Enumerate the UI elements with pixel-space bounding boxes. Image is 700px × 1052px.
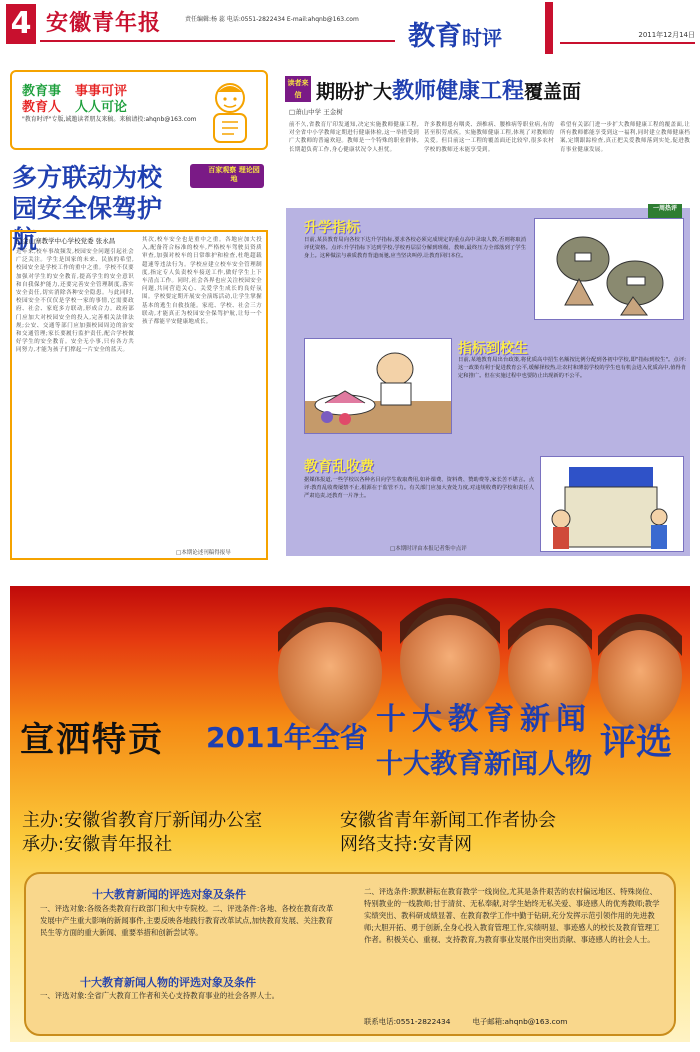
- commentary-text-3: 据媒体报道,一些学校以各种名目向学生收取费用,如补课费、资料费、赞助费等,家长苦不堪言。点评:教育乱收费屡禁不止,根源在于监管不力。有关部门应加大查处力度,对违规收费的学校和责任人严肃追责,还教育一片净土。: [304, 477, 534, 499]
- left-article-byline: □金山寨教学中心学校党委 张永昌: [16, 237, 116, 245]
- cartoon-chef-cake-icon: [304, 338, 452, 434]
- headline-part: 教师健康工程: [392, 79, 525, 104]
- left-article-column-2: 其次,校车安全也是重中之重。各地应加大投入,配备符合标准的校车,严格校车驾驶员资质审查,加强对校车的日常维护和检查,杜绝超载超速等违法行为。学校应建立校车安全管理制度,指定专人负责校车接送工作,做好学生上下车清点工作。同时,社会各界也应关注校园安全问题,共同营造关心、关爱学生成长的良好氛围。学校要定期开展安全演练活动,让学生掌握基本的逃生自救技能。家庭、学校、社会三方联动,才能真正为校园安全保驾护航,让每一个孩子都能平安健康地成长。: [142, 237, 262, 326]
- section-title-main: 教育: [408, 21, 462, 52]
- headline-part: 期盼扩大: [316, 81, 393, 103]
- rules-news-title: 十大教育新闻的评选对象及条件: [92, 888, 246, 901]
- submission-note: "教育时评"专版,诚邀读者朋友来稿。来稿请投:ahqnb@163.com: [22, 116, 197, 123]
- organizer-network-support: 网络支持:安青网: [340, 834, 473, 855]
- feature-badge: 读者来信: [285, 76, 311, 102]
- organizer-undertaker: 承办:安徽青年报社: [22, 834, 173, 855]
- commentary-title-2: 指标到校生: [458, 341, 528, 357]
- weekly-tag: 一周热评: [648, 204, 682, 224]
- issue-date: 2011年12月14日: [638, 31, 695, 39]
- left-article-headline: 多方联动为校园安全保驾护航: [12, 163, 163, 254]
- section-title: [408, 14, 538, 54]
- commentary-title-3: 教育乱收费: [304, 459, 374, 475]
- section-title-sub: 时评: [462, 26, 502, 50]
- contact-info: [364, 1016, 664, 1027]
- banner-title-selection: 评选: [600, 722, 673, 763]
- feature-headline: [316, 74, 686, 105]
- commentary-title-1: 升学指标: [304, 220, 360, 236]
- slogan-text: 事事可评: [75, 84, 128, 99]
- mascot-illustration-icon: [200, 78, 260, 146]
- slogan-text: 人人可论: [75, 100, 128, 115]
- feature-column-2: 许多教师患有咽炎、颈椎病、腰椎病等职业病,有的甚至积劳成疾。实施教师健康工程,体现了对教师的关爱。但目前这一工程的覆盖面还比较窄,很多农村学校的教师还未能享受到。: [424, 122, 554, 153]
- header-divider-right: [560, 42, 695, 44]
- column-badge-label: 百家观察 理论园地: [208, 166, 260, 183]
- contact-phone: 联系电话:0551-2822434: [364, 1017, 451, 1026]
- feature-byline: □萧山中学 王金树: [289, 108, 343, 116]
- banner-year: 2011年全省: [206, 721, 368, 754]
- slogan-line-2: [22, 96, 127, 115]
- rules-people-conditions: 二、评选条件:默默耕耘在教育教学一线岗位,尤其是条件艰苦的农村偏远地区、特殊岗位、特别教业的一线教师;甘于清贫、无私奉献,对学生始终无私关爱、事迹感人的优秀教师;教学实绩突出、教科研成绩显著、在教育教学工作中勤于钻研,充分发挥示范引领作用的先进教师;大胆开拓、勇于创新,全身心投入教育管理工作,实绩明显、事迹感人的校长及教育管理工作者。积极关心、重视、支持教育,为教育事业发展作出突出贡献、事迹感人的社会人士。: [364, 887, 660, 944]
- page-number: 4: [6, 4, 36, 44]
- banner-slogan: 宣洒特贡: [20, 720, 164, 760]
- commentary-text-2: 日前,某地教育局出台政策,将优质高中招生名额按比例分配到各初中学校,即"指标到校生"。点评:这一政策有利于促进教育公平,缓解择校热,让农村和薄弱学校的学生也有机会进入优质高中,值得肯定和推广。但在实施过程中也要防止出现新的不公平。: [458, 357, 686, 379]
- rules-news-text: 一、评选对象:各级各类教育行政部门和大中专院校。二、评选条件:各地、各校在教育改革发展中产生重大影响的新闻事件,主要反映各地践行教育改革试点,加快教育发展、关注教育民生等方面的重大新闻、重要举措和创新尝试等。: [40, 904, 334, 937]
- masthead-logo: 安徽青年报: [46, 10, 162, 36]
- organizer-co-host: 安徽省青年新闻工作者协会: [340, 810, 556, 831]
- rules-people-text: 一、评选对象:全省广大教育工作者和关心支持教育事业的社会各界人士。: [40, 991, 279, 1000]
- banner-title-people: 十大教育新闻人物: [376, 749, 592, 780]
- header-accent-bar: [545, 2, 553, 54]
- slogan-text: 教育人: [22, 100, 62, 115]
- editor-contact-line: 责任编辑:杨 蕊 电话:0551-2822434 E-mail:ahqnb@163.com: [185, 16, 359, 23]
- rules-people-title: 十大教育新闻人物的评选对象及条件: [80, 976, 256, 989]
- contact-email: 电子邮箱:ahqnb@163.com: [472, 1017, 568, 1026]
- header-divider: [40, 40, 395, 42]
- banner-title-news: 十大教育新闻: [376, 702, 592, 737]
- feature-column-3: 希望有关部门进一步扩大教师健康工程的覆盖面,让所有教师都能享受到这一福利,同时建立教师健康档案,定期跟踪检查,真正把关爱教师落到实处,促进教育事业健康发展。: [560, 122, 690, 153]
- feature-column-1: 前不久,省教育厅印发通知,决定实施教师健康工程,对全省中小学教师定期进行健康体检,这一举措受到广大教师的普遍欢迎。教师是一个特殊的职业群体,长期超负荷工作,身心健康状况令人担忧。: [289, 122, 419, 153]
- organizer-host: 主办:安徽省教育厅新闻办公室: [22, 810, 263, 831]
- feature-credit: □本期时评由本报记者集中点评: [390, 546, 467, 552]
- left-article-credit: □本期论述刊稿得报导: [176, 550, 231, 556]
- cartoon-moneybags-icon: [534, 218, 684, 320]
- left-article-column-1: 近年来,校车事故频发,校园安全问题引起社会广泛关注。学生是国家的未来、民族的希望,校园安全是学校工作的重中之重。学校不仅要加强对学生的安全教育,提高学生的安全意识和自我保护能力,还要完善安全管理制度,落实安全责任,切实消除各种安全隐患。与此同时,校园安全不仅仅是学校一家的事情,它需要政府、社会、家庭多方联动,形成合力。政府部门应加大对校园安全的投入,完善相关法律法规;公安、交通等部门应加强校园周边的治安和交通管理;家长要履行监护责任,配合学校做好学生的安全教育。安全无小事,只有各方共同努力,才能为孩子们撑起一片安全的蓝天。: [16, 249, 134, 354]
- slogan-text: 教育事: [22, 84, 62, 99]
- headline-part: 覆盖面: [524, 81, 582, 103]
- commentary-text-1: 日前,某县教育局向各校下达升学指标,要求各校必须完成规定的重点高中录取人数,否则将取消评优资格。点评:升学指标下达到学校,学校再层层分解到班级、教师,最终压力全部落到了学生身上。这种做法与素质教育背道而驰,应当坚决叫停,让教育回归本位。: [304, 237, 526, 259]
- cartoon-school-fees-icon: [540, 456, 684, 552]
